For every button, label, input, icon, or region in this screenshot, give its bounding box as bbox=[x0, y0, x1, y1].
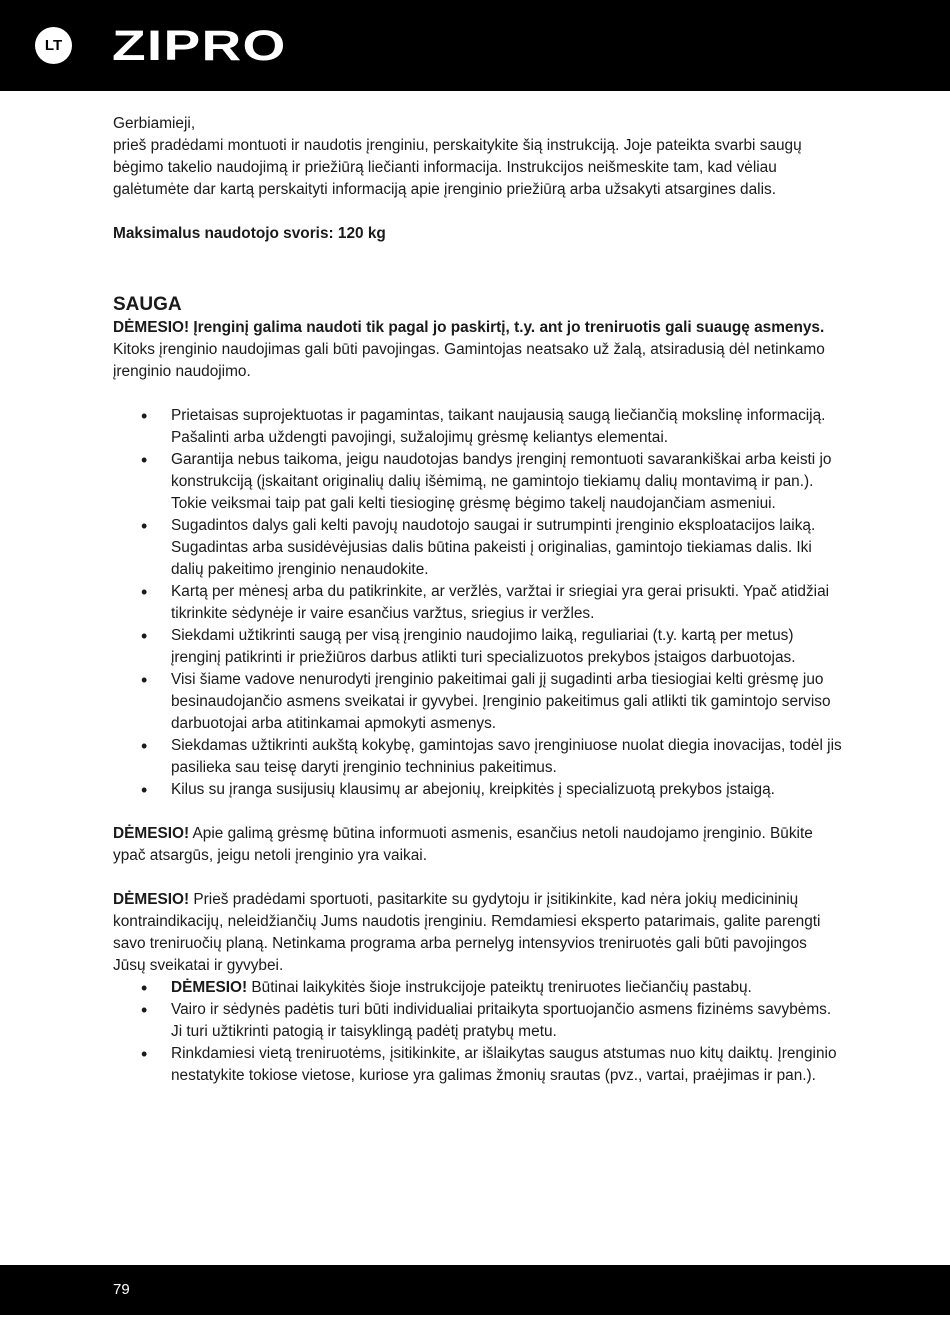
list-item bbox=[113, 977, 843, 999]
page-footer bbox=[0, 1265, 950, 1315]
warning-doctor bbox=[113, 889, 843, 977]
list-item: • Kartą per mėnesį arba du patikrinkite, ar veržlės, varžtai ir sriegiai yra gerai prisukti. Ypač atidžiai tikrinkite sėdynėje ir vaire esančius varžtus, sriegius ir veržles. bbox=[113, 581, 843, 625]
brand-logo: ZIPRO bbox=[112, 22, 287, 70]
page-number: 79 bbox=[113, 1281, 130, 1298]
greeting: Gerbiamieji, bbox=[113, 115, 196, 132]
page-header bbox=[0, 0, 950, 91]
language-badge: LT bbox=[35, 27, 72, 64]
warning-text: Prieš pradėdami sportuoti, pasitarkite su gydytoju ir įsitikinkite, kad nėra jokių medicininių kontraindikacijų, neleidžiančių Jums naudotis įrenginiu. Remdamiesi eksperto patarimais, galite parengti savo treniruočių planą. Netinkama programa arba pernelyg intensyvios treniruotės gali būti pavojingos Jūsų sveikatai ir gyvybei. bbox=[113, 891, 821, 974]
list-item: • Rinkdamiesi vietą treniruotėms, įsitikinkite, ar išlaikytas saugus atstumas nuo kitų daiktų. Įrenginio nestatykite tokiose vietose, kuriose yra galimas žmonių srautas (pvz., vartai, praėjimas ir pan.). bbox=[113, 1043, 843, 1087]
list-item: • Sugadintos dalys gali kelti pavojų naudotojo saugai ir sutrumpinti įrenginio eksploatacijos laiką. Sugadintas arba susidėvėjusias dalis būtina pakeisti į originalias, gamintojo tiekiamas dalis. Iki dalių pakeitimo įrenginio nenaudokite. bbox=[113, 515, 843, 581]
list-item: • Siekdami užtikrinti saugą per visą įrenginio naudojimo laiką, reguliariai (t.y. kartą per metus) įrenginį patikrinti ir priežiūros darbus atlikti turi specializuotos prekybos įstaigos darbuotojas. bbox=[113, 625, 843, 669]
warning-bold: DĖMESIO! bbox=[113, 891, 190, 908]
intro-paragraph: prieš pradėdami montuoti ir naudotis įrenginiu, perskaitykite šią instrukciją. Joje pateikta svarbi saugų bėgimo takelio naudojimą ir priežiūrą liečianti informacija. Instrukcijos neišmeskite tam, kad vėliau galėtumėte dar kartą perskaityti informaciją apie įrenginio priežiūrą arba užsakyti atsargines dalis. bbox=[113, 137, 802, 198]
warning-bold: DĖMESIO! bbox=[113, 825, 190, 842]
warning-bold: DĖMESIO! bbox=[171, 979, 248, 996]
safety-bullet-list bbox=[113, 405, 843, 801]
list-item: • Garantija nebus taikoma, jeigu naudotojas bandys įrenginį remontuoti savarankiškai arba keisti jo konstrukciją (įskaitant originalių dalių išėmimą, ne gamintojo tiekiamų dalių montavimą ir pan.). Tokie veiksmai taip pat gali kelti tiesioginę grėsmę bėgimo takelį naudojančiam asmeniui. bbox=[113, 449, 843, 515]
list-item: • Siekdamas užtikrinti aukštą kokybę, gamintojas savo įrenginiuose nuolat diegia inovacijas, todėl jis pasilieka sau teisę daryti įrenginio techninius pakeitimus. bbox=[113, 735, 843, 779]
warning-text: Kitoks įrenginio naudojimas gali būti pavojingas. Gamintojas neatsako už žalą, atsiradusią dėl netinkamo įrenginio naudojimo. bbox=[113, 341, 825, 380]
warning-bold: DĖMESIO! Įrenginį galima naudoti tik pagal jo paskirtį, t.y. ant jo treniruotis gali suaugę asmenys. bbox=[113, 319, 825, 336]
list-item: • Visi šiame vadove nenurodyti įrenginio pakeitimai gali jį sugadinti arba tiesiogiai kelti grėsmę juo besinaudojančio asmens sveikatai ir gyvybei. Įrenginio pakeitimus gali atlikti tik gamintojo serviso darbuotojai arba atitinkamai apmokyti asmenys. bbox=[113, 669, 843, 735]
list-item: • Prietaisas suprojektuotas ir pagamintas, taikant naujausią saugą liečiančią mokslinę informaciją. Pašalinti arba uždengti pavojingi, sužalojimų grėsmę keliantys elementai. bbox=[113, 405, 843, 449]
document-body bbox=[113, 113, 843, 1087]
list-item: • Vairo ir sėdynės padėtis turi būti individualiai pritaikyta sportuojančio asmens fizinėms savybėms. Ji turi užtikrinti patogią ir taisyklingą padėtį pratybų metu. bbox=[113, 999, 843, 1043]
list-item-text: Būtinai laikykitės šioje instrukcijoje pateiktų treniruotes liečiančių pastabų. bbox=[247, 979, 752, 996]
warning-text: Apie galimą grėsmę būtina informuoti asmenis, esančius netoli naudojamo įrenginio. Būkite ypač atsargūs, jeigu netoli įrenginio yra vaikai. bbox=[113, 825, 813, 864]
max-weight-note: Maksimalus naudotojo svoris: 120 kg bbox=[113, 225, 386, 242]
training-bullet-list bbox=[113, 977, 843, 1087]
section-title: SAUGA bbox=[113, 294, 182, 315]
list-item: • Kilus su įranga susijusių klausimų ar abejonių, kreipkitės į specializuotą prekybos įstaigą. bbox=[113, 779, 843, 801]
warning-nearby-persons bbox=[113, 823, 843, 867]
safety-warning bbox=[113, 317, 843, 383]
